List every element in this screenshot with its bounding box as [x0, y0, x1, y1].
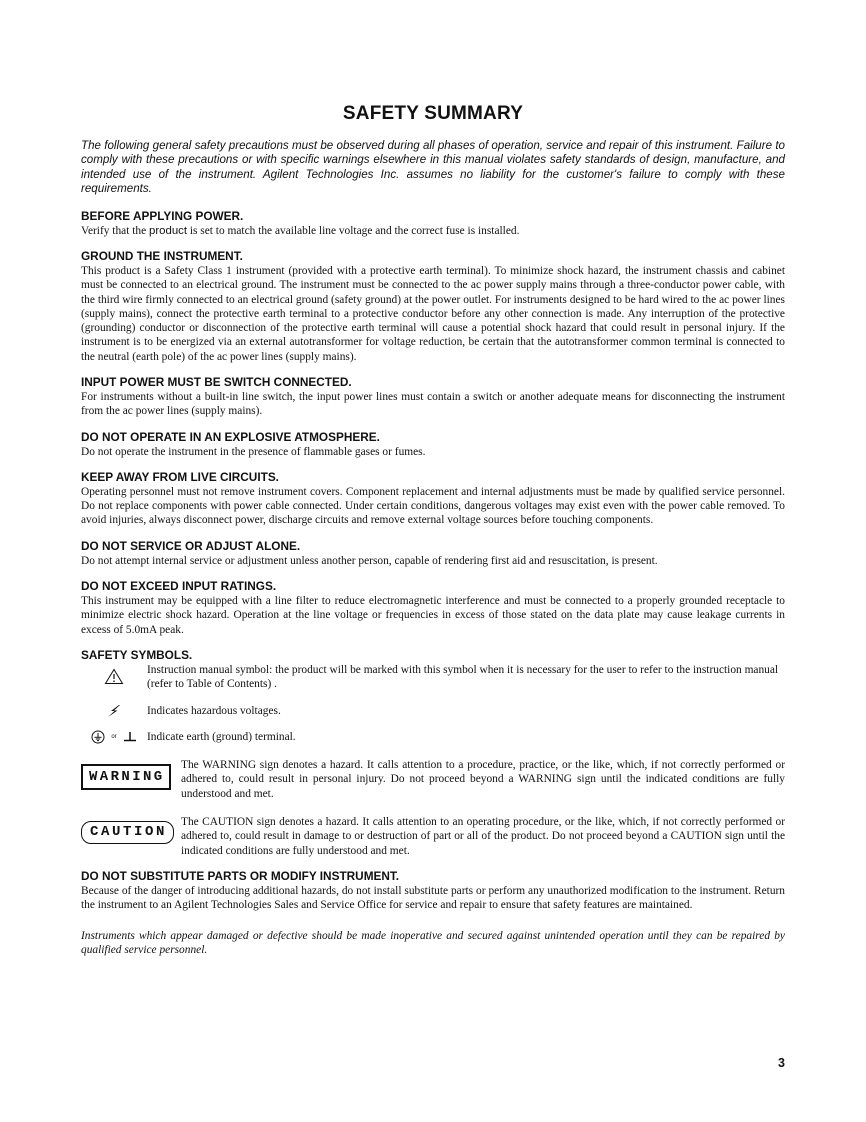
section-live-circuits: [81, 470, 785, 528]
section-body: Operating personnel must not remove instrument covers. Component replacement and internal adjustments must be made by qualified service personnel. Do not replace components with power cable connected. Under certain conditions, dangerous voltages may exist even with the power cable removed. To avoid injuries, always disconnect power, discharge circuits and remove external voltage sources before touching components.: [81, 485, 785, 527]
symbol-text: Indicate earth (ground) terminal.: [147, 730, 296, 743]
section-heading: INPUT POWER MUST BE SWITCH CONNECTED.: [81, 375, 352, 389]
safety-summary-page: [81, 103, 785, 969]
section-heading: DO NOT SUBSTITUTE PARTS OR MODIFY INSTRUMENT.: [81, 868, 400, 883]
symbol-text: The CAUTION sign denotes a hazard. It calls attention to an operating procedure, or the like, which, if not correctly performed or adhered to, could result in damage to or destruction of part or all of the product. Do not proceed beyond a CAUTION sign until the indicated conditions are fully understood and met.: [181, 816, 785, 857]
section-body: [81, 224, 785, 238]
page-number: 3: [778, 1056, 785, 1070]
section-body: This product is a Safety Class 1 instrument (provided with a protective earth terminal). To minimize shock hazard, the instrument chassis and cabinet must be connected to an electrical ground. The instrument must be connected to the ac power supply mains through a three-conductor power cable, with the third wire firmly connected to an electrical ground (safety ground) at the power outlet. For instruments designed to be hard wired to the ac power lines (supply mains), connect the protective earth terminal to a protective conductor before any other connection is made. Any interruption of the protective (grounding) conductor or disconnection of the protective earth terminal will cause a potential shock hazard that could result in personal injury. If the instrument is to be energized via an external autotransformer for voltage reduction, be certain that the autotransformer common terminal is connected to the neutral (earth pole) of the ac power lines (supply mains).: [81, 264, 785, 363]
symbol-row-voltage: [81, 704, 785, 718]
warning-label-box: WARNING: [81, 764, 171, 790]
section-switch-connected: [81, 375, 785, 419]
symbol-row-earth: [81, 730, 785, 744]
warning-triangle-icon: [104, 668, 124, 685]
body-text-product: product: [149, 224, 188, 237]
lightning-bolt-icon: [106, 704, 122, 718]
section-body: Do not operate the instrument in the presence of flammable gases or fumes.: [81, 445, 426, 458]
symbol-row-caution: [81, 815, 785, 858]
body-text-start: Verify that the: [81, 224, 150, 237]
section-body: This instrument may be equipped with a line filter to reduce electromagnetic interference and must be connected to a properly grounded receptacle to minimize electric shock hazard. Operation at the line voltage or frequencies in excess of those stated on the data plate may cause leakage currents in excess of 5.0mA peak.: [81, 595, 785, 636]
section-substitute-parts: [81, 869, 785, 913]
section-heading: GROUND THE INSTRUMENT.: [81, 248, 243, 263]
section-body: Because of the danger of introducing additional hazards, do not install substitute parts or perform any unauthorized modification to the instrument. Return the instrument to an Agilent Technologies Sales and Service Office for service and repair to ensure that safety features are maintained.: [81, 884, 785, 912]
body-text-end: is set to match the available line voltage and the correct fuse is installed.: [187, 224, 520, 237]
section-heading: KEEP AWAY FROM LIVE CIRCUITS.: [81, 469, 279, 484]
section-ground-instrument: [81, 249, 785, 364]
section-service-alone: [81, 539, 785, 568]
section-explosive-atmosphere: [81, 430, 785, 459]
caution-label-box: CAUTION: [81, 821, 174, 844]
section-input-ratings: [81, 579, 785, 637]
closing-note: Instruments which appear damaged or defective should be made inoperative and secured against unintended operation until they can be repaired by qualified service personnel.: [81, 929, 785, 956]
symbol-text: The WARNING sign denotes a hazard. It calls attention to a procedure, practice, or the like, which, if not correctly performed or adhered to, could result in personal injury. Do not proceed beyond a WARNING sign until the indicated conditions are fully understood and met.: [181, 759, 785, 800]
section-heading: DO NOT EXCEED INPUT RATINGS.: [81, 579, 277, 594]
section-heading: DO NOT OPERATE IN AN EXPLOSIVE ATMOSPHERE.: [81, 429, 380, 444]
earth-ground-icon: [91, 730, 105, 744]
section-heading: DO NOT SERVICE OR ADJUST ALONE.: [81, 538, 301, 553]
symbol-row-manual: [81, 663, 785, 692]
symbol-row-warning: [81, 758, 785, 801]
section-before-applying-power: [81, 209, 785, 238]
section-body: For instruments without a built-in line switch, the input power lines must contain a switch or another adequate means for disconnecting the instrument from the ac power lines (supply mains).: [81, 391, 785, 418]
intro-paragraph: The following general safety precautions must be observed during all phases of operation, service and repair of this instrument. Failure to comply with these precautions or with specific warnings elsewhere in this manual violates safety standards of design, manufacture, and intended use of the instrument. Agilent Technologies Inc. assumes no liability for the customer's failure to comply with these requirements.: [81, 139, 785, 196]
section-heading: SAFETY SYMBOLS.: [81, 647, 193, 662]
section-safety-symbols: [81, 648, 785, 858]
symbol-or-label: or: [111, 733, 117, 740]
symbol-text: Indicates hazardous voltages.: [147, 704, 281, 717]
section-body: Do not attempt internal service or adjustment unless another person, capable of rendering first aid and resuscitation, is present.: [81, 554, 658, 567]
page-title: SAFETY SUMMARY: [342, 103, 524, 124]
symbol-text: Instruction manual symbol: the product will be marked with this symbol when it is necessary for the user to refer to the instruction manual (refer to Table of Contents) .: [147, 663, 779, 691]
section-heading: BEFORE APPLYING POWER.: [81, 208, 244, 223]
chassis-ground-icon: [123, 731, 137, 743]
